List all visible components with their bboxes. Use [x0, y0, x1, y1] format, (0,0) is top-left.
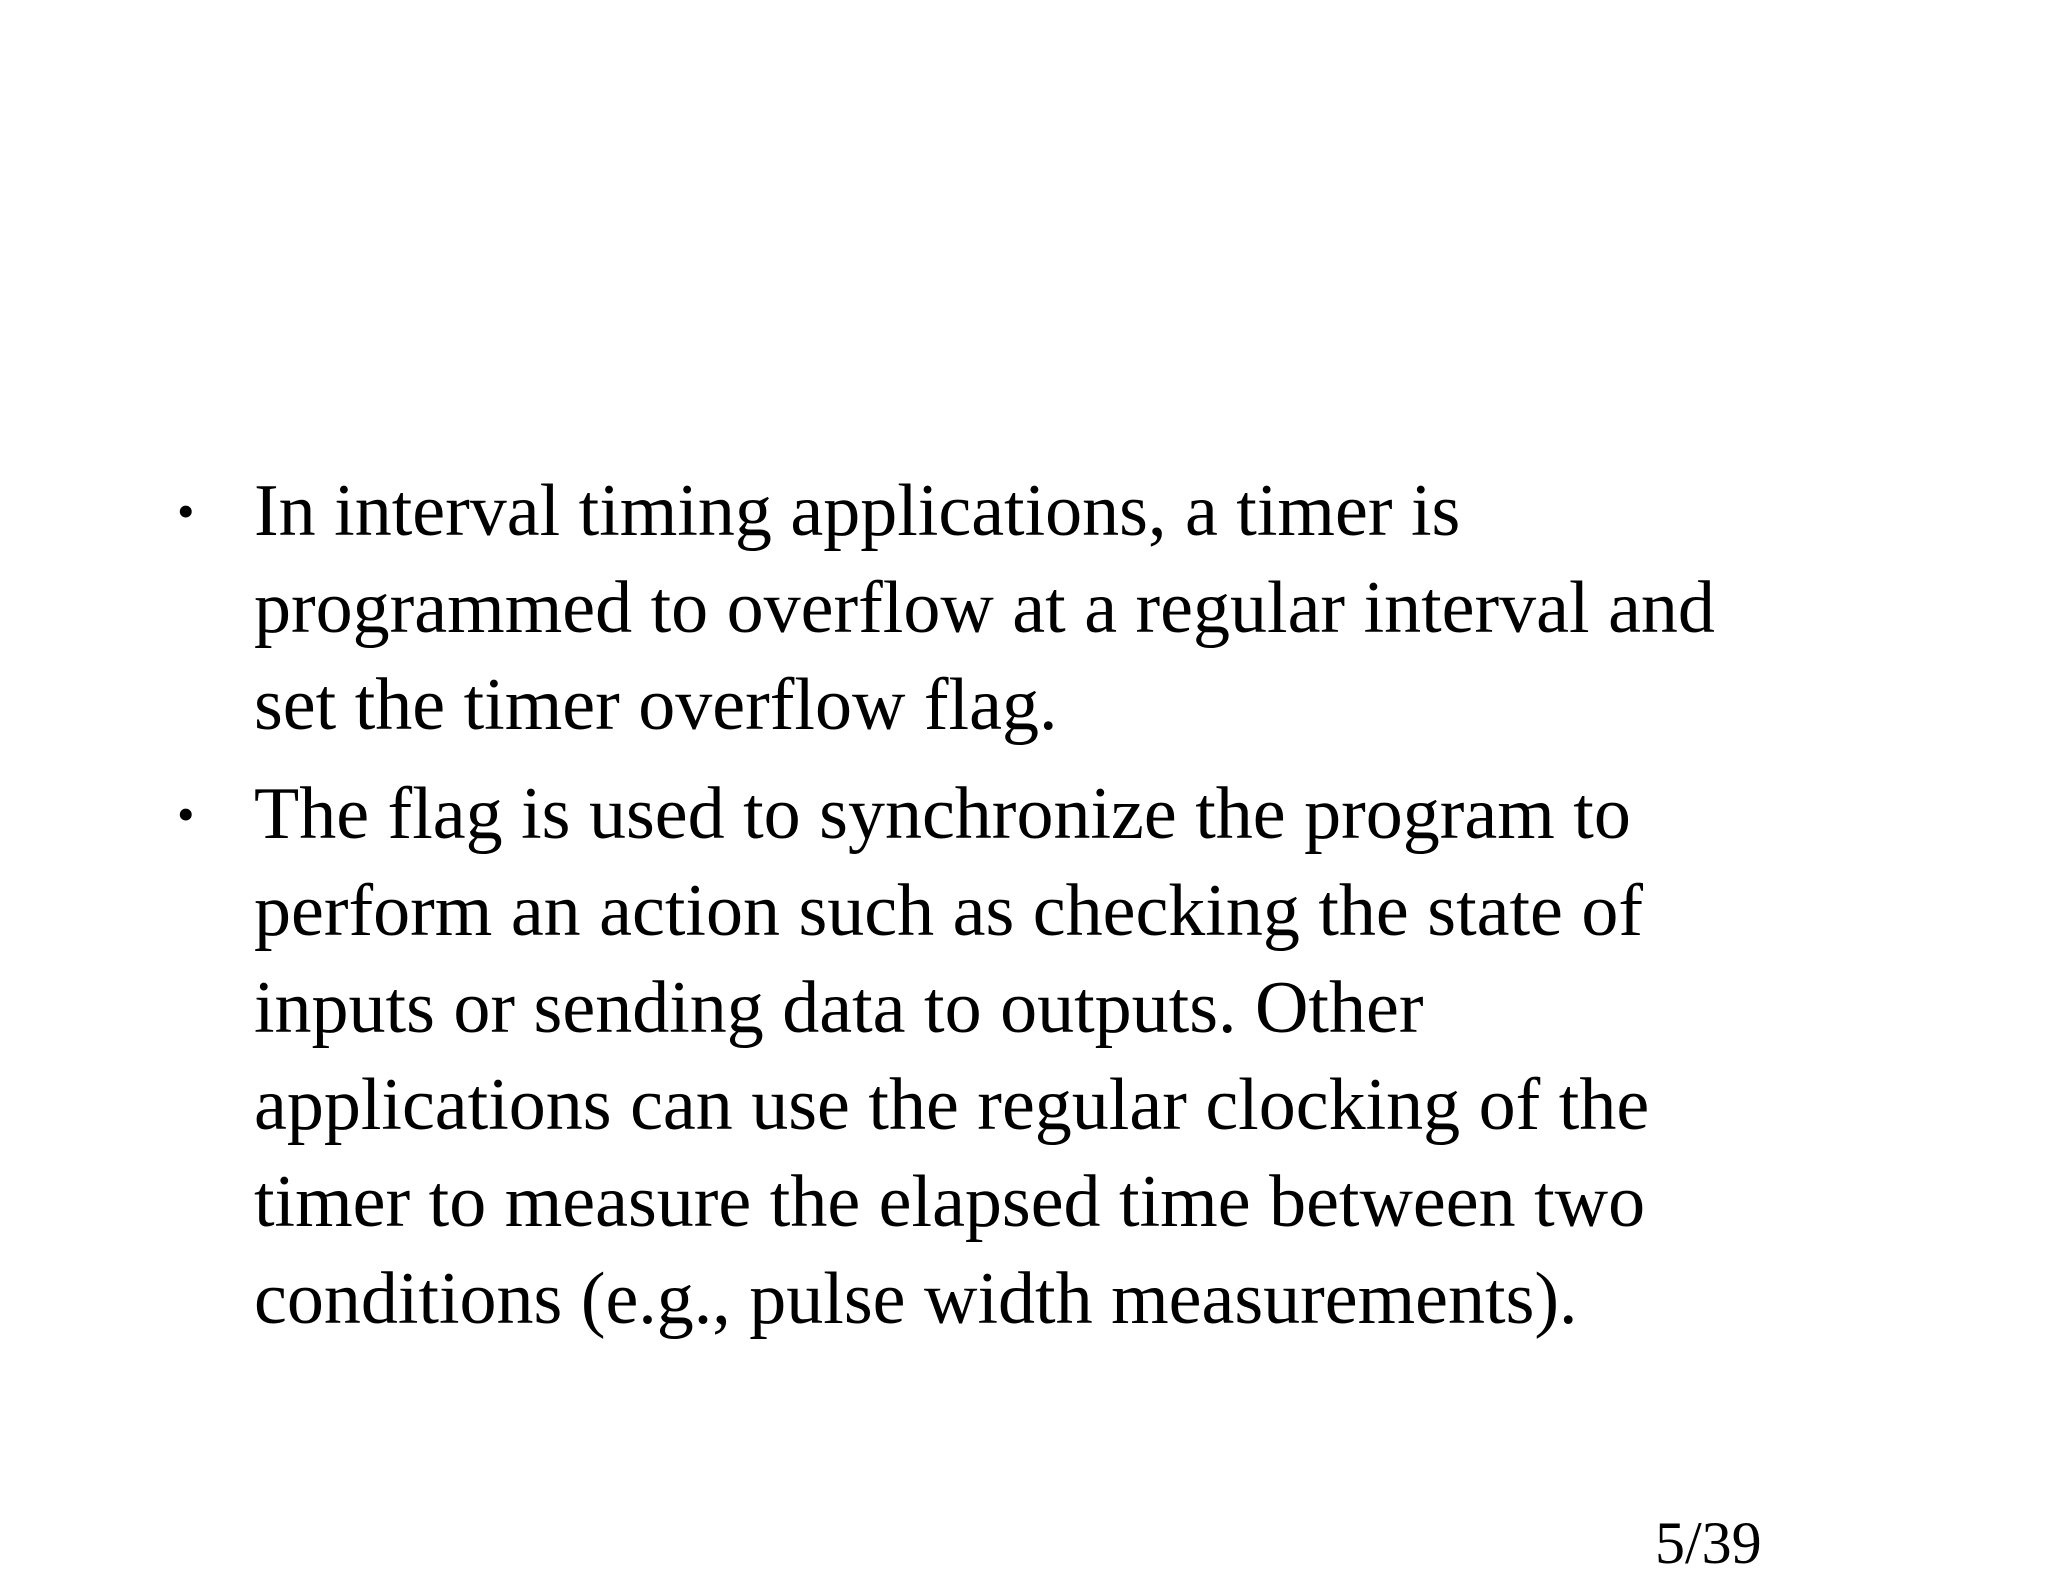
bullet-item-flag-usage: [170, 766, 1870, 1348]
bullet-text-line: conditions (e.g., pulse width measurements).: [254, 1258, 1578, 1340]
bullet-text-line: The flag is used to synchronize the program to: [254, 773, 1631, 855]
bullet-text-line: applications can use the regular clocking of the: [254, 1064, 1650, 1146]
bullet-item-interval-timing: [170, 463, 1870, 754]
bullet-text-line: In interval timing applications, a timer is: [254, 470, 1461, 552]
bullet-text-line: set the timer overflow flag.: [254, 664, 1058, 746]
bullet-text-line: perform an action such as checking the state of: [254, 870, 1644, 952]
bullet-text-line: inputs or sending data to outputs. Other: [254, 967, 1424, 1049]
page-number: 5/39: [1655, 1510, 1762, 1576]
bullet-list: [170, 463, 1870, 1360]
bullet-marker: •: [177, 786, 195, 842]
bullet-marker: •: [177, 483, 195, 539]
bullet-text-line: timer to measure the elapsed time between two: [254, 1161, 1646, 1243]
bullet-text-line: programmed to overflow at a regular interval and: [254, 567, 1715, 649]
